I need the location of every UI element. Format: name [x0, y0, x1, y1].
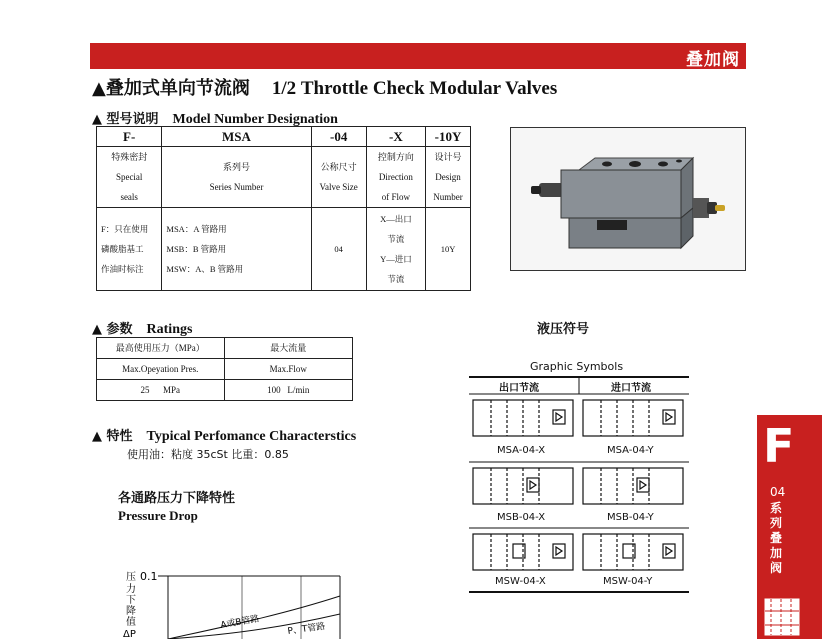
- code-cell: -04: [311, 127, 366, 147]
- graphic-frame: [469, 376, 689, 594]
- value-cell: X—出口 节流 Y—进口 节流: [366, 208, 425, 291]
- desc-cell: 设计号 Design Number: [426, 147, 471, 208]
- model-heading-cn: ▲ 型号说明: [92, 112, 159, 127]
- code-cell: MSA: [162, 127, 311, 147]
- symbol-label: MSA-04-Y: [607, 445, 654, 456]
- perf-heading-cn: ▲ 特性: [92, 429, 133, 444]
- value-cell: F：只在使用 磷酸脂基工 作油时标注: [97, 208, 162, 291]
- ratings-heading-en: Ratings: [146, 322, 193, 337]
- desc-cell: 特殊密封 Special seals: [97, 147, 162, 208]
- model-heading-en: Model Number Designation: [172, 112, 338, 127]
- perf-heading: [92, 425, 356, 445]
- ratings-heading-cn: ▲ 参数: [92, 322, 133, 337]
- hydraulic-symbol: [583, 534, 683, 570]
- value-cell: 10Y: [426, 208, 471, 291]
- y-axis-label: 力: [126, 584, 136, 595]
- code-cell: F-: [97, 127, 162, 147]
- hydraulic-symbol: [583, 468, 683, 504]
- side-tab-symbol: [763, 597, 803, 637]
- code-cell: -X: [366, 127, 425, 147]
- hydraulic-symbol: [583, 400, 683, 436]
- page-title: [92, 74, 557, 100]
- y-axis-label: 压: [126, 572, 136, 583]
- model-table: [96, 126, 471, 291]
- rating-value: 100 L/min: [224, 380, 352, 401]
- graphic-col-in: 进口节流: [611, 383, 651, 394]
- y-tick-label: 0.1: [140, 570, 158, 583]
- symbol-label: MSA-04-X: [497, 445, 546, 456]
- y-axis-label: 下: [126, 595, 136, 606]
- ratings-heading: [92, 318, 192, 338]
- side-tab: [757, 415, 822, 639]
- hydraulic-symbol: [473, 468, 573, 504]
- pressure-drop-en: Pressure Drop: [118, 508, 198, 523]
- desc-cell: 控制方向 Direction of Flow: [366, 147, 425, 208]
- symbol-label: MSW-04-X: [495, 576, 546, 587]
- desc-cell: 系列号 Series Number: [162, 147, 311, 208]
- rating-header-en: Max.Flow: [224, 359, 352, 380]
- graphic-symbols: [469, 376, 689, 594]
- series-label: P、T管路: [287, 621, 326, 637]
- side-tab-text: 系列叠加阀: [770, 501, 783, 575]
- perf-heading-en: Typical Perfomance Characterstics: [146, 429, 357, 444]
- value-cell: 04: [311, 208, 366, 291]
- desc-cell: 公称尺寸 Valve Size: [311, 147, 366, 208]
- symbol-label: MSB-04-Y: [607, 512, 654, 523]
- symbol-label: MSW-04-Y: [603, 576, 653, 587]
- rating-header-en: Max.Opeyation Pres.: [97, 359, 225, 380]
- model-heading: [92, 108, 338, 128]
- hydraulic-symbol: [473, 400, 573, 436]
- symbol-label: MSB-04-X: [497, 512, 546, 523]
- y-axis-label: 值: [126, 617, 136, 628]
- graphic-heading-en: Graphic Symbols: [530, 360, 624, 373]
- hydraulic-symbol: [473, 534, 573, 570]
- rating-header: 最大流量: [224, 338, 352, 359]
- pressure-drop-chart: [118, 566, 358, 639]
- side-tab-number: 04: [770, 485, 786, 499]
- y-axis-label: 降: [126, 606, 136, 617]
- title-cn: ▲叠加式单向节流阀: [92, 78, 250, 99]
- valve-image: [511, 128, 747, 272]
- valve-photo: [510, 127, 746, 271]
- rating-value: 25 MPa: [97, 380, 225, 401]
- pressure-drop-cn: 各通路压力下降特性: [118, 491, 236, 506]
- section-tag: 叠加阀: [686, 50, 740, 70]
- graphic-heading-cn: 液压符号: [537, 322, 590, 337]
- side-tab-letter: F: [763, 419, 795, 473]
- graphic-col-out: 出口节流: [499, 383, 539, 394]
- oil-spec: 使用油：粘度 35cSt 比重：0.85: [127, 448, 289, 461]
- rating-header: 最高使用压力（MPa）: [97, 338, 225, 359]
- y-axis-label: ΔP: [123, 629, 136, 639]
- series-label: A或B管路: [219, 614, 261, 631]
- title-en: 1/2 Throttle Check Modular Valves: [271, 78, 558, 99]
- value-cell: MSA：A 管路用 MSB：B 管路用 MSW：A、B 管路用: [162, 208, 311, 291]
- section-header-bar: [90, 43, 746, 69]
- ratings-table: [96, 337, 353, 401]
- code-cell: -10Y: [426, 127, 471, 147]
